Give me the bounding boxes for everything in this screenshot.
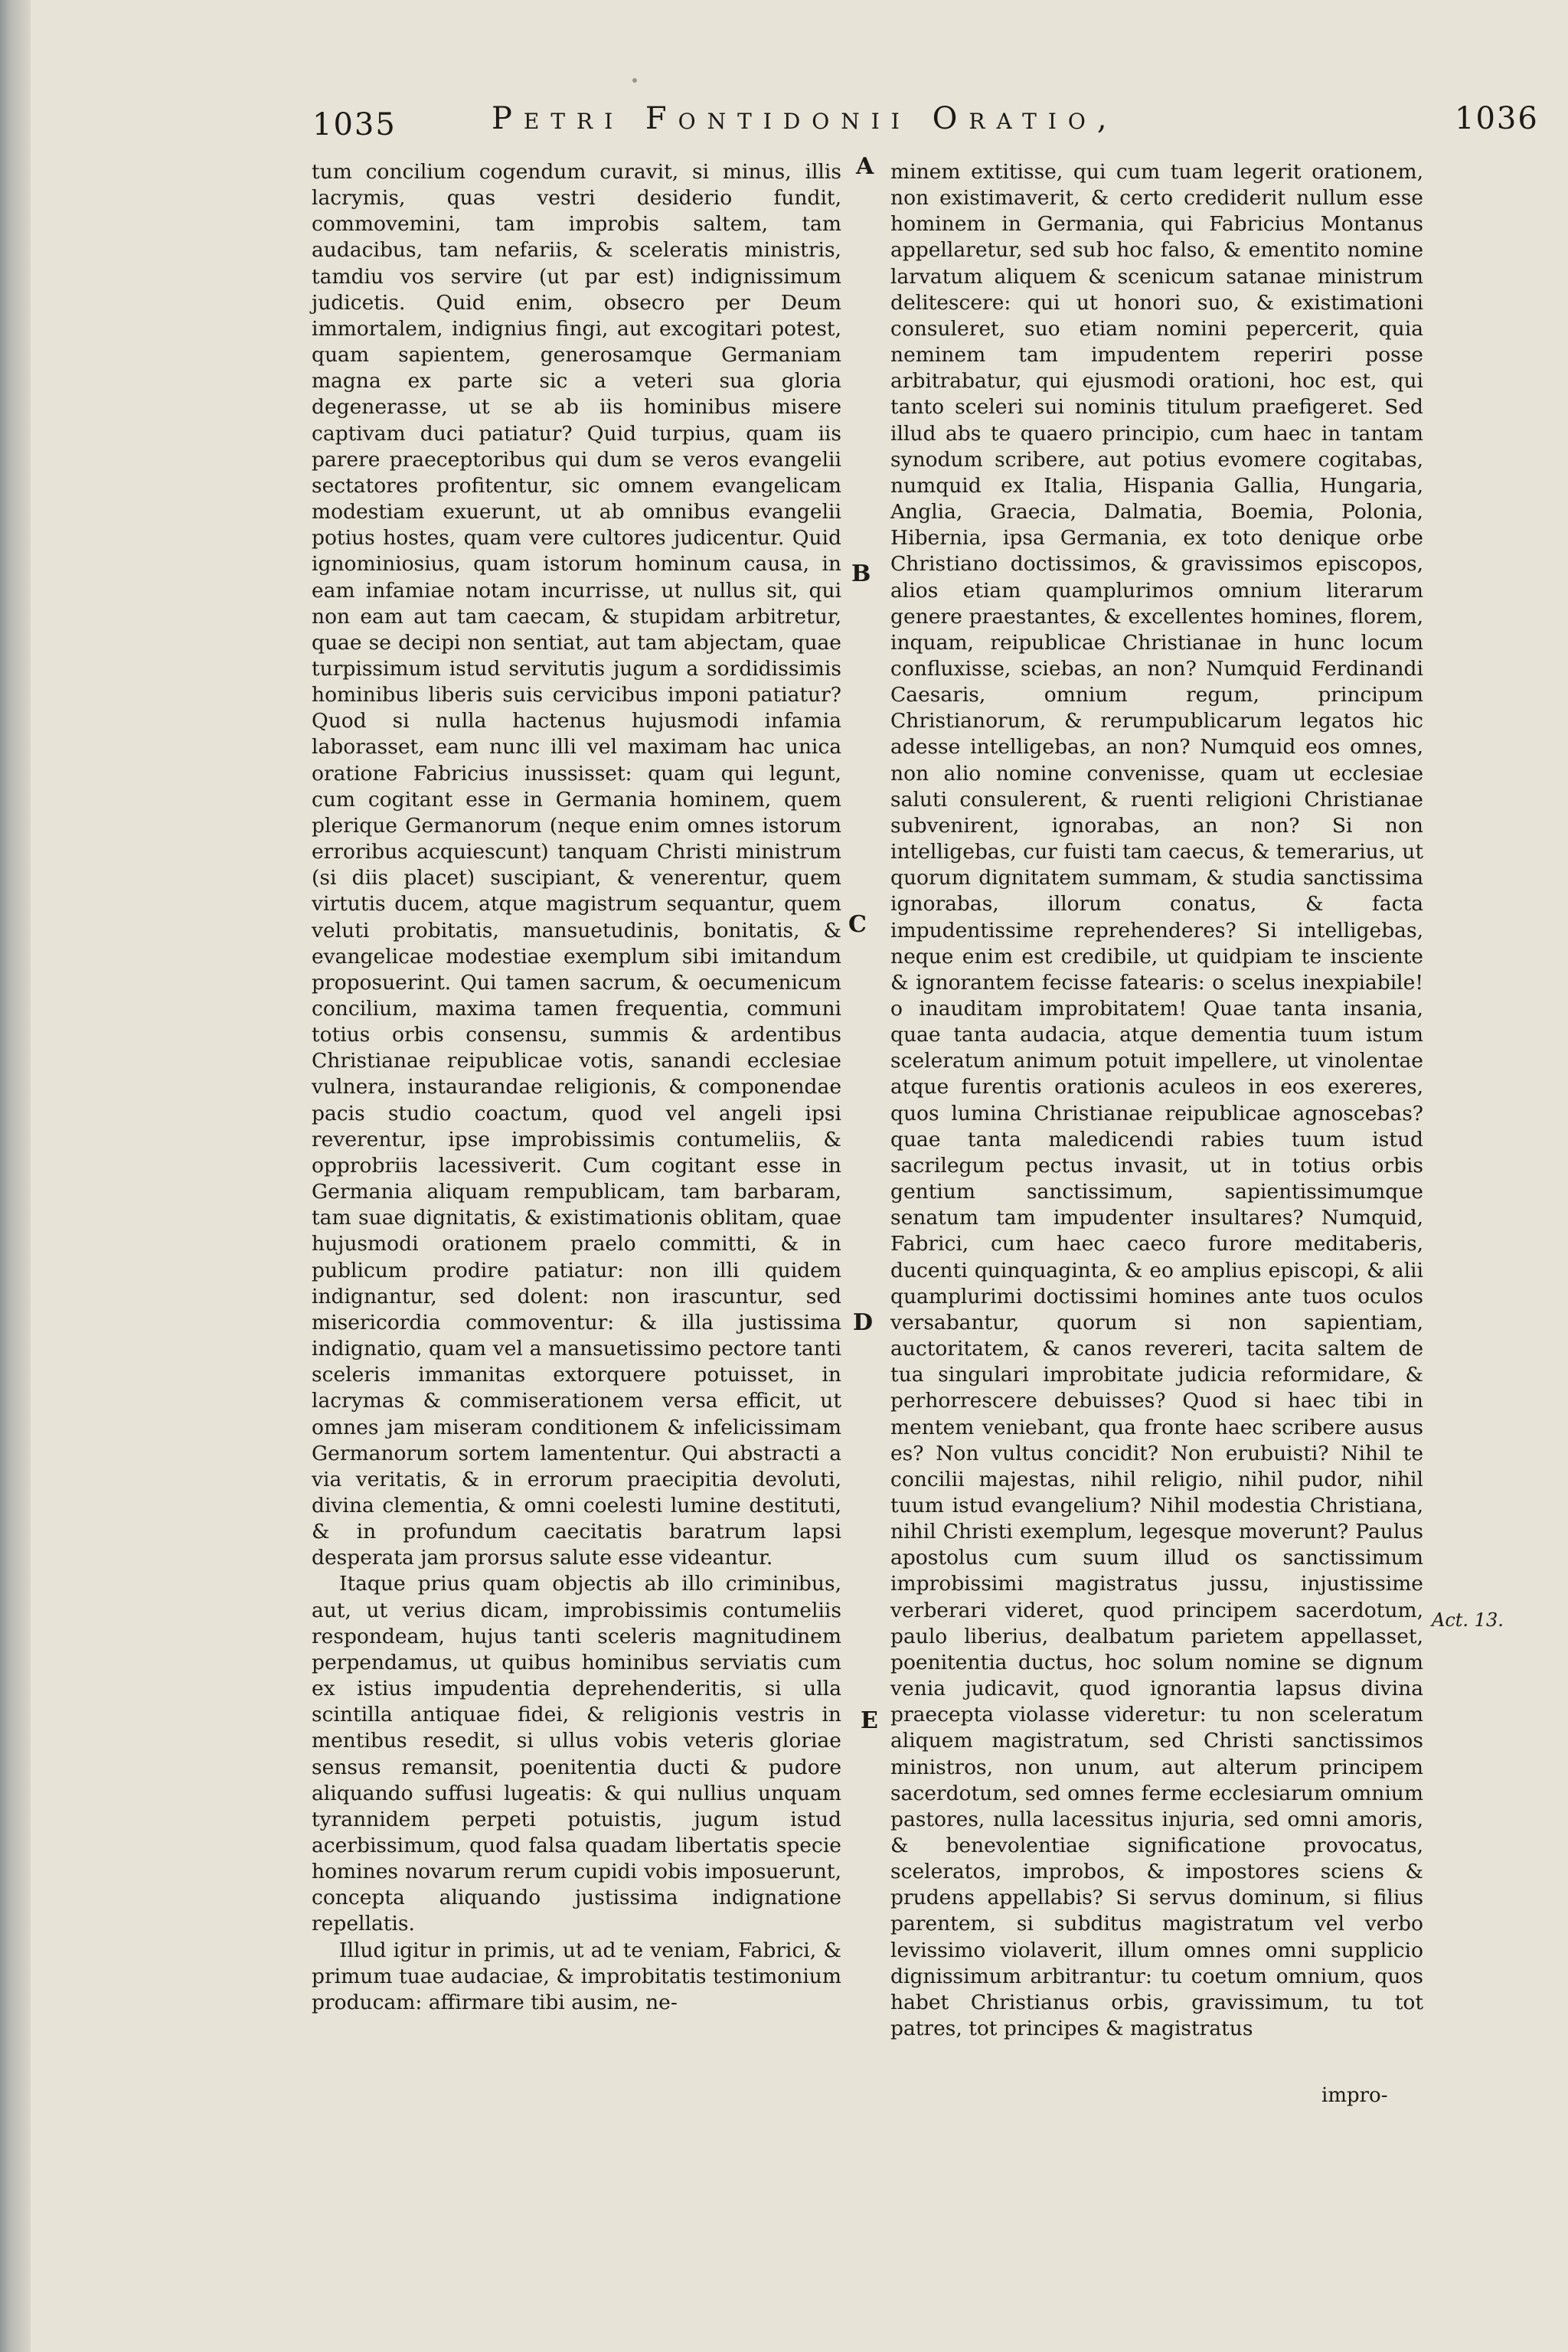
page-number-left: 1035 (312, 107, 397, 142)
right-column (890, 159, 1423, 2042)
catchword: impro- (1321, 2084, 1388, 2107)
margin-letter-d: D (853, 1309, 874, 1336)
right-paragraph-1: minem extitisse, qui cum tuam legerit orationem, non existimaverit, & certo crediderit nullum esse hominem in Germania, qui Fabricius Montanus appellaretur, sed sub hoc falso, & ementito nomine larvatum aliquem & scenicum satanae ministrum delitescere: qui ut honori suo, & existimationi consuleret, suo etiam nomini pepercerit, quia neminem tam impudentem reperiri posse arbitrabatur, qui ejusmodi orationi, hoc est, qui tanto sceleri sui nominis titulum praefigeret. Sed illud abs te quaero principio, cum haec in tantam synodum scribere, aut potius evomere cogitabas, numquid ex Italia, Hispania Gallia, Hungaria, Anglia, Graecia, Dalmatia, Boemia, Polonia, Hibernia, ipsa Germania, ex toto denique orbe Christiano doctissimos, & gravissimos episcopos, alios etiam quamplurimos omnium literarum genere praestantes, & excellentes homines, florem, inquam, reipublicae Christianae in hunc locum confluxisse, sciebas, an non? Numquid Ferdinandi Caesaris, omnium regum, principum Christianorum, & rerumpublicarum legatos hic adesse intelligebas, an non? Numquid eos omnes, non alio nomine convenisse, quam ut ecclesiae saluti consulerent, & ruenti religioni Christianae subvenirent, ignorabas, an non? Si non intelligebas, cur fuisti tam caecus, & temerarius, ut quorum dignitatem summam, & studia sanctissima ignorabas, illorum conatus, & facta impudentissime reprehenderes? Si intelligebas, neque enim est credibile, ut quidpiam te insciente & ignorantem fecisse fatearis: o scelus inexpiabile! o inauditam improbitatem! Quae tanta insania, quae tanta audacia, atque dementia tuum istum sceleratum animum potuit impellere, ut vinolentae atque furentis orationis aculeos in eos exereres, quos lumina Christianae reipublicae agnoscebas? quae tanta maledicendi rabies tuum istud sacrilegum pectus invasit, ut in totius orbis gentium sanctissimum, sapientissimumque senatum tam impudenter insultares? Numquid, Fabrici, cum haec caeco furore meditaberis, ducenti quinquaginta, & eo amplius episcopi, & alii quamplurimi doctissimi homines ante tuos oculos versabantur, quorum si non sapientiam, auctoritatem, & canos revereri, tacita saltem de tua singulari improbitate judicia reformidare, & perhorrescere debuisses? Quod si haec tibi in mentem veniebant, qua fronte haec scribere ausus es? Non vultus concidit? Non erubuisti? Nihil te concilii majestas, nihil religio, nihil pudor, nihil tuum istud evangelium? Nihil modestia Christiana, nihil Christi exemplum, legesque moverunt? Paulus apostolus cum suum illud os sanctissimum improbissimi magistratus jussu, injustissime verberari videret, quod principem sacerdotum, paulo liberius, dealbatum parietem appellasset, poenitentia ductus, hoc solum nomine se dignum venia judicavit, quod ignorantia lapsus divina praecepta violasse videretur: tu non sceleratum aliquem magistratum, sed Christi sanctissimos ministros, non unum, aut alterum principem sacerdotum, sed omnes ferme ecclesiarum omnium pastores, nulla lacessitus injuria, sed omni amoris, & benevolentiae significatione provocatus, sceleratos, improbos, & impostores sciens & prudens appellabis? Si servus dominum, si filius parentem, si subditus magistratum vel verbo levissimo violaverit, illum omnes omni supplicio dignissimum arbitrantur: tu coetum omnium, quos habet Christianus orbis, gravissimum, tu tot patres, tot principes & magistratus (890, 160, 1423, 2041)
margin-letter-c: C (848, 911, 867, 938)
ink-dot (632, 78, 637, 83)
left-paragraph-2: Itaque prius quam objectis ab illo criminibus, aut, ut verius dicam, improbissimis contumeliis respondeam, hujus tanti sceleris magnitudinem perpendamus, ut quibus hominibus serviatis cum ex istius impudentia deprehenderitis, si ulla scintilla antiquae fidei, & religionis vestris in mentibus resedit, si ullus vobis veteris gloriae sensus remansit, poenitentia ducti & pudore aliquando suffusi lugeatis: & qui nullius unquam tyrannidem perpeti potuistis, jugum istud acerbissimum, quod falsa quadam libertatis specie homines novarum rerum cupidi vobis imposuerunt, concepta aliquando justissima indignatione repellatis. (312, 1572, 841, 1936)
running-title: Petri Fontidonii Oratio, (492, 101, 1119, 136)
left-paragraph-1: tum concilium cogendum curavit, si minus, illis lacrymis, quas vestri desiderio fundit, commovemini, tam improbis saltem, tam audacibus, tam nefariis, & sceleratis ministris, tamdiu vos servire (ut par est) indignissimum judicetis. Quid enim, obsecro per Deum immortalem, indignius fingi, aut excogitari potest, quam sapientem, generosamque Germaniam magna ex parte sic a veteri sua gloria degenerasse, ut se ab iis hominibus misere captivam duci patiatur? Quid turpius, quam iis parere praeceptoribus qui dum se veros evangelii sectatores profitentur, sic omnem evangelicam modestiam exuerunt, ut ab omnibus evangelii potius hostes, quam vere cultores judicentur. Quid ignominiosius, quam istorum hominum causa, in eam infamiae notam incurrisse, ut nullus sit, qui non eam aut tam caecam, & stupidam arbitretur, quae se decipi non sentiat, aut tam abjectam, quae turpissimum istud servitutis jugum a sordidissimis hominibus liberis suis cervicibus imponi patiatur? Quod si nulla hactenus hujusmodi infamia laborasset, eam nunc illi vel maximam hac unica oratione Fabricius inussisset: quam qui legunt, cum cogitant esse in Germania hominem, quem plerique Germanorum (neque enim omnes istorum erroribus acquiescunt) tanquam Christi ministrum (si diis placet) suscipiant, & venerentur, quem virtutis ducem, atque magistrum sequantur, quem veluti probitatis, mansuetudinis, bonitatis, & evangelicae modestiae exemplum sibi imitandum proposuerint. Qui tamen sacrum, & oecumenicum concilium, maxima tamen frequentia, communi totius orbis consensu, summis & ardentibus Christianae reipublicae votis, sanandi ecclesiae vulnera, instaurandae religionis, & componendae pacis studio coactum, quod vel angeli ipsi reverentur, ipse improbissimis contumeliis, & opprobriis lacessiverit. Cum cogitant esse in Germania aliquam rempublicam, tam barbaram, tam suae dignitatis, & existimationis oblitam, quae hujusmodi orationem praelo committi, & in publicum prodire patiatur: non illi quidem indignantur, sed dolent: non irascuntur, sed misericordia commoventur: & illa justissima indignatio, quam vel a mansuetissimo pectore tanti sceleris immanitas extorquere potuisset, in lacrymas & commiserationem versa efficit, ut omnes jam miseram conditionem & infelicissimam Germanorum sortem lamententur. Qui abstracti a via veritatis, & in errorum praecipitia devoluti, divina clementia, & omni coelesti lumine destituti, & in profundum caecitatis baratrum lapsi desperata jam prorsus salute esse videantur. (312, 160, 841, 1570)
page-number-right: 1036 (1455, 101, 1539, 136)
margin-letter-b: B (851, 560, 871, 587)
marginal-reference: Act. 13. (1432, 1609, 1504, 1631)
left-column (312, 159, 841, 2016)
left-paragraph-3: Illud igitur in primis, ut ad te veniam, Fabrici, & primum tuae audaciae, & improbitatis testimonium producam: affirmare tibi ausim, ne- (312, 1938, 841, 2014)
margin-letter-a: A (856, 153, 874, 180)
margin-letter-e: E (861, 1707, 878, 1734)
